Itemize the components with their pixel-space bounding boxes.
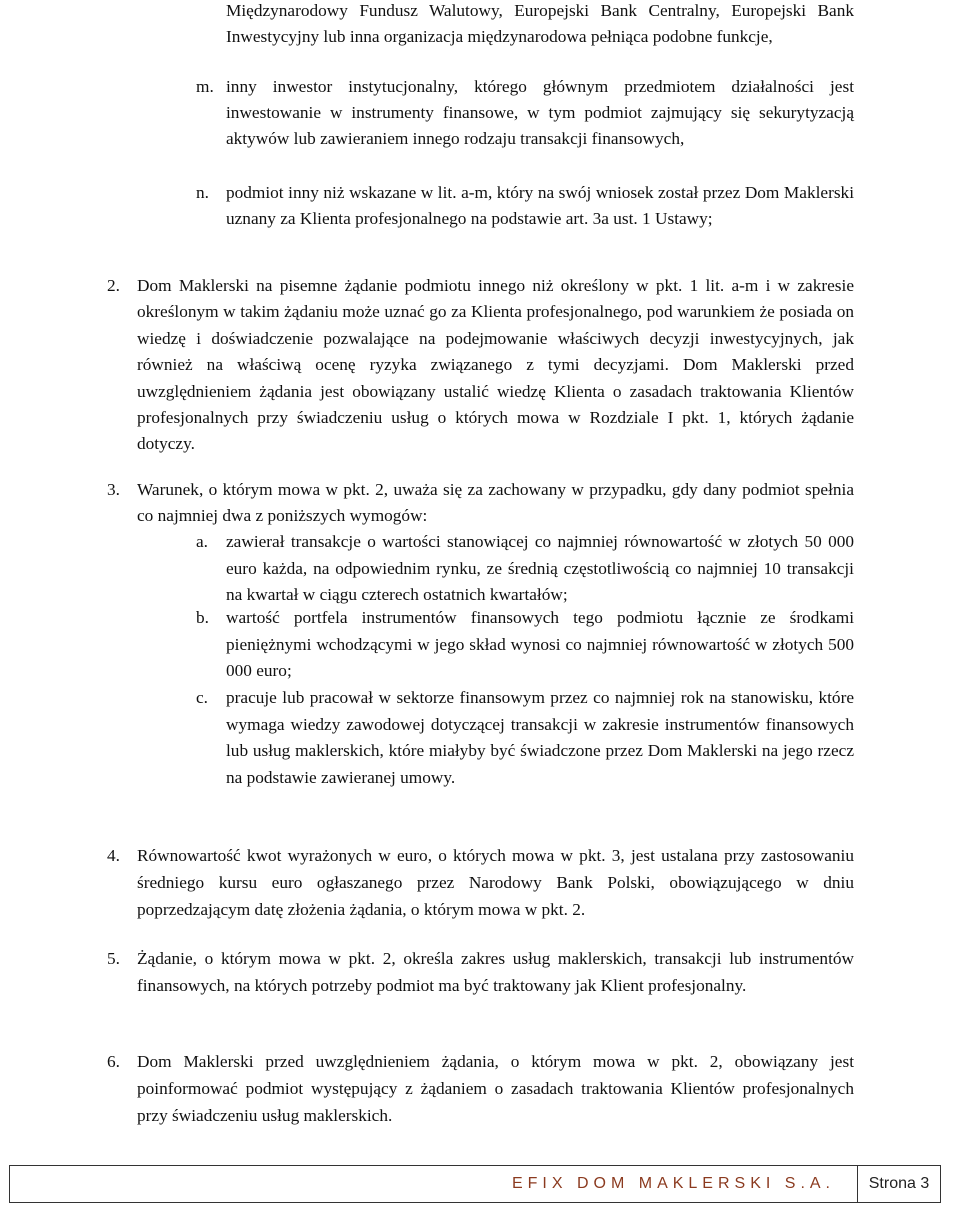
section-2: [107, 273, 854, 458]
list-item-text: inny inwestor instytucjonalny, którego głównym przedmiotem działalności jest inwestowanie w instrumenty finansowe, w tym podmiot zajmujący się sekurytyzacją aktywów lub zawieraniem innego rodzaju transakcji finansowych,: [226, 77, 854, 148]
requirement-text: zawierał transakcje o wartości stanowiącej co najmniej równowartość w złotych 50 000 euro każda, na odpowiednim rynku, ze średnią częstotliwością co najmniej 10 transakcji na kwartał w ciągu czterech ostatnich kwartałów;: [226, 532, 854, 604]
section-3: [107, 477, 854, 529]
section-text: Warunek, o którym mowa w pkt. 2, uważa się za zachowany w przypadku, gdy dany podmiot spełnia co najmniej dwa z poniższych wymogów:: [137, 480, 854, 525]
section-number: 6.: [107, 1052, 120, 1071]
page-number: Strona 3: [868, 1175, 930, 1192]
requirement-c: [196, 685, 854, 791]
section-text: Dom Maklerski na pisemne żądanie podmiotu innego niż określony w pkt. 1 lit. a-m i w zakresie określonym w takim żądaniu może uznać go za Klienta profesjonalnego, pod warunkiem że posiada on wiedzę i doświadczenie pozwalające na podejmowanie właściwych decyzji inwestycyjnych, jak również na właściwą ocenę ryzyka związanego z tymi decyzjami. Dom Maklerski przed uwzględnieniem żądania jest obowiązany ustalić wiedzę Klienta o zasadach traktowania Klientów profesjonalnych przy świadczeniu usług o których mowa w Rozdziale I pkt. 1, których żądanie dotyczy.: [137, 276, 854, 454]
list-marker: m.: [196, 77, 214, 96]
requirement-text: pracuje lub pracował w sektorze finansowym przez co najmniej rok na stanowisku, które wymaga wiedzy zawodowej dotyczącej transakcji w zakresie instrumentów finansowych lub usług maklerskich, które miałyby być świadczone przez Dom Maklerski na jego rzecz na podstawie zawieranej umowy.: [226, 688, 854, 787]
section-number: 2.: [107, 276, 120, 295]
list-marker: c.: [196, 688, 208, 707]
list-item-n: [196, 180, 854, 232]
list-item-m: [196, 74, 854, 152]
section-number: 3.: [107, 480, 120, 499]
list-marker: b.: [196, 608, 209, 627]
footer-page-cell: [857, 1166, 940, 1202]
section-5: [107, 945, 854, 999]
page-footer: [9, 1165, 941, 1203]
list-marker: a.: [196, 532, 208, 551]
continuation-paragraph: Międzynarodowy Fundusz Walutowy, Europejski Bank Centralny, Europejski Bank Inwestycyjny lub inna organizacja międzynarodowa pełniąca podobne funkcje,: [226, 1, 854, 46]
section-text: Dom Maklerski przed uwzględnieniem żądania, o którym mowa w pkt. 2, obowiązany jest poinformować podmiot występujący z żądaniem o zasadach traktowania Klientów profesjonalnych przy świadczeniu usług maklerskich.: [137, 1052, 854, 1125]
section-6: [107, 1048, 854, 1129]
section-number: 5.: [107, 949, 120, 968]
requirement-b: [196, 605, 854, 685]
section-number: 4.: [107, 846, 120, 865]
section-text: Równowartość kwot wyrażonych w euro, o których mowa w pkt. 3, jest ustalana przy zastosowaniu średniego kursu euro ogłaszanego przez Narodowy Bank Polski, obowiązującego w dniu poprzedzającym datę złożenia żądania, o którym mowa w pkt. 2.: [137, 846, 854, 919]
section-4: [107, 842, 854, 923]
requirement-a: [196, 529, 854, 609]
list-marker: n.: [196, 183, 209, 202]
footer-firm-name: EFIX DOM MAKLERSKI S.A.: [511, 1175, 835, 1192]
list-item-text: podmiot inny niż wskazane w lit. a-m, który na swój wniosek został przez Dom Maklerski uznany za Klienta profesjonalnego na podstawie art. 3a ust. 1 Ustawy;: [226, 183, 854, 228]
requirement-text: wartość portfela instrumentów finansowych tego podmiotu łącznie ze środkami pieniężnymi wchodzącymi w jego skład wynosi co najmniej równowartość w złotych 500 000 euro;: [226, 608, 854, 680]
section-text: Żądanie, o którym mowa w pkt. 2, określa zakres usług maklerskich, transakcji lub instrumentów finansowych, na których potrzeby podmiot ma być traktowany jak Klient profesjonalny.: [137, 949, 854, 995]
footer-firm-cell: [10, 1166, 857, 1202]
